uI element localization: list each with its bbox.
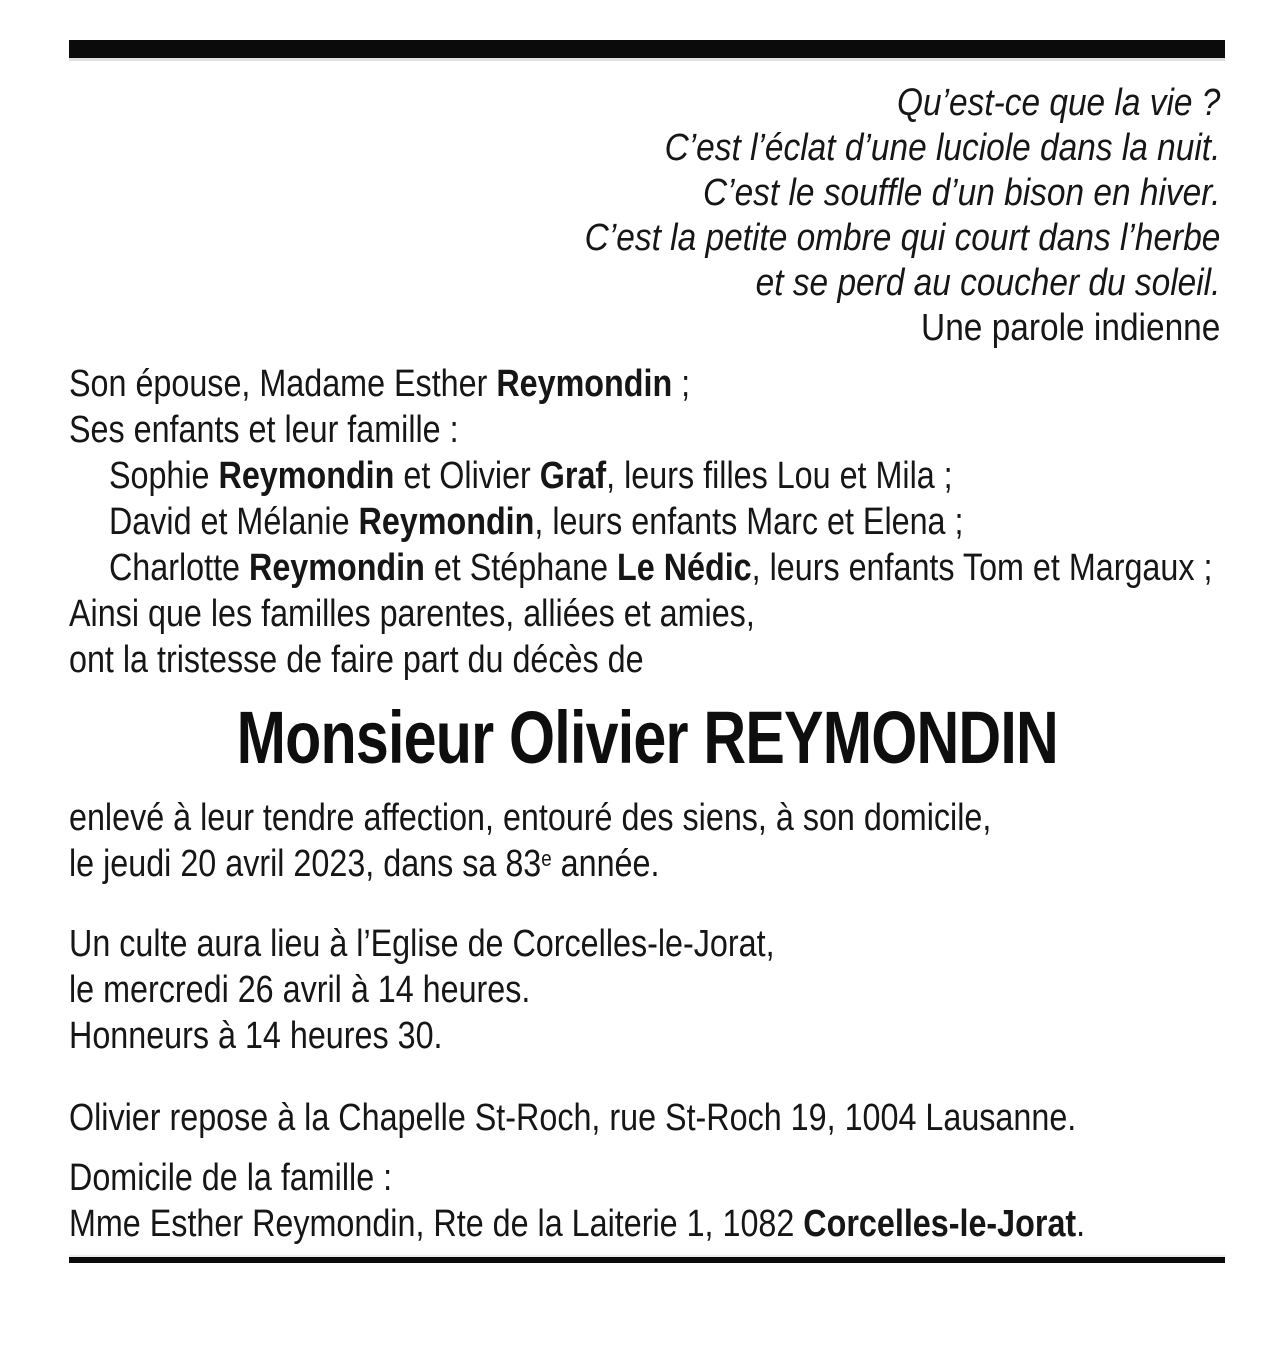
- family-line-sadness: ont la tristesse de faire part du décès de: [69, 639, 644, 681]
- text-segment: année.: [551, 843, 660, 885]
- family-line-child-1: [69, 453, 1212, 499]
- family-line-children-intro: Ses enfants et leur famille :: [69, 409, 459, 451]
- text-segment: , leurs filles Lou et Mila ;: [606, 455, 953, 497]
- repose-line: Olivier repose à la Chapelle St-Roch, rue St-Roch 19, 1004 Lausanne.: [69, 1097, 1077, 1139]
- domicile-paragraph: [69, 1155, 1225, 1247]
- text-segment: , leurs enfants Marc et Elena ;: [534, 501, 964, 543]
- text-segment: Son épouse, Madame Esther: [69, 363, 497, 405]
- repose-paragraph: [69, 1095, 1225, 1141]
- text-segment: et Olivier: [394, 455, 540, 497]
- death-details-text: [69, 795, 991, 887]
- text-segment: Sophie: [108, 455, 219, 497]
- domicile-line-1: Domicile de la famille :: [69, 1157, 393, 1199]
- text-segment: le jeudi 20 avril 2023, dans sa 83: [69, 843, 542, 885]
- service-line-1: Un culte aura lieu à l’Eglise de Corcelles-le-Jorat,: [69, 923, 775, 965]
- quote-attribution: Une parole indienne: [920, 307, 1220, 349]
- surname-bold: Graf: [539, 455, 607, 497]
- surname-bold: Reymondin: [496, 363, 673, 405]
- deceased-name-wrap: [236, 695, 1057, 781]
- deceased-name-title: Monsieur Olivier REYMONDIN: [236, 696, 1058, 779]
- quote-line: et se perd au coucher du soleil.: [755, 262, 1220, 304]
- death-details-paragraph: [69, 795, 1225, 887]
- opening-quote-text: [584, 81, 1220, 351]
- service-line-2: le mercredi 26 avril à 14 heures.: [69, 969, 531, 1011]
- opening-quote: [69, 81, 1225, 351]
- quote-line: C’est le souffle d’un bison en hiver.: [702, 172, 1220, 214]
- service-paragraph: [69, 921, 1225, 1059]
- text-segment: .: [1076, 1203, 1086, 1245]
- family-line-child-3: [69, 545, 1212, 591]
- surname-bold: Reymondin: [248, 547, 425, 589]
- family-line-child-2: [69, 499, 1212, 545]
- text-segment: ;: [672, 363, 691, 405]
- ordinal-superscript: e: [541, 846, 552, 872]
- death-line-1: enlevé à leur tendre affection, entouré des siens, à son domicile,: [69, 797, 992, 839]
- domicile-line-2: [69, 1201, 1085, 1247]
- text-segment: Charlotte: [108, 547, 249, 589]
- text-segment: , leurs enfants Tom et Margaux ;: [751, 547, 1213, 589]
- surname-bold: Le Nédic: [617, 547, 752, 589]
- surname-bold: Reymondin: [358, 501, 535, 543]
- family-line-spouse: [69, 361, 1212, 407]
- quote-line: Qu’est-ce que la vie ?: [896, 82, 1220, 124]
- deceased-name-row: [69, 695, 1225, 781]
- text-segment: David et Mélanie: [108, 501, 359, 543]
- family-announcement: [69, 361, 1225, 683]
- quote-line: C’est la petite ombre qui court dans l’herbe: [584, 217, 1220, 259]
- obituary-notice: [69, 40, 1225, 1263]
- domicile-text: [69, 1155, 1085, 1247]
- place-bold: Corcelles-le-Jorat: [803, 1203, 1077, 1245]
- repose-text: [69, 1095, 1076, 1141]
- bottom-rule: [69, 1255, 1225, 1263]
- death-line-2: [69, 841, 991, 887]
- family-line-relatives: Ainsi que les familles parentes, alliées et amies,: [69, 593, 755, 635]
- text-segment: et Stéphane: [424, 547, 618, 589]
- text-segment: Mme Esther Reymondin, Rte de la Laiterie 1, 1082: [69, 1203, 804, 1245]
- service-text: [69, 921, 775, 1059]
- service-line-3: Honneurs à 14 heures 30.: [69, 1015, 443, 1057]
- family-announcement-text: [69, 361, 1212, 683]
- surname-bold: Reymondin: [218, 455, 395, 497]
- top-rule: [69, 40, 1225, 61]
- quote-line: C’est l’éclat d’une luciole dans la nuit.: [664, 127, 1220, 169]
